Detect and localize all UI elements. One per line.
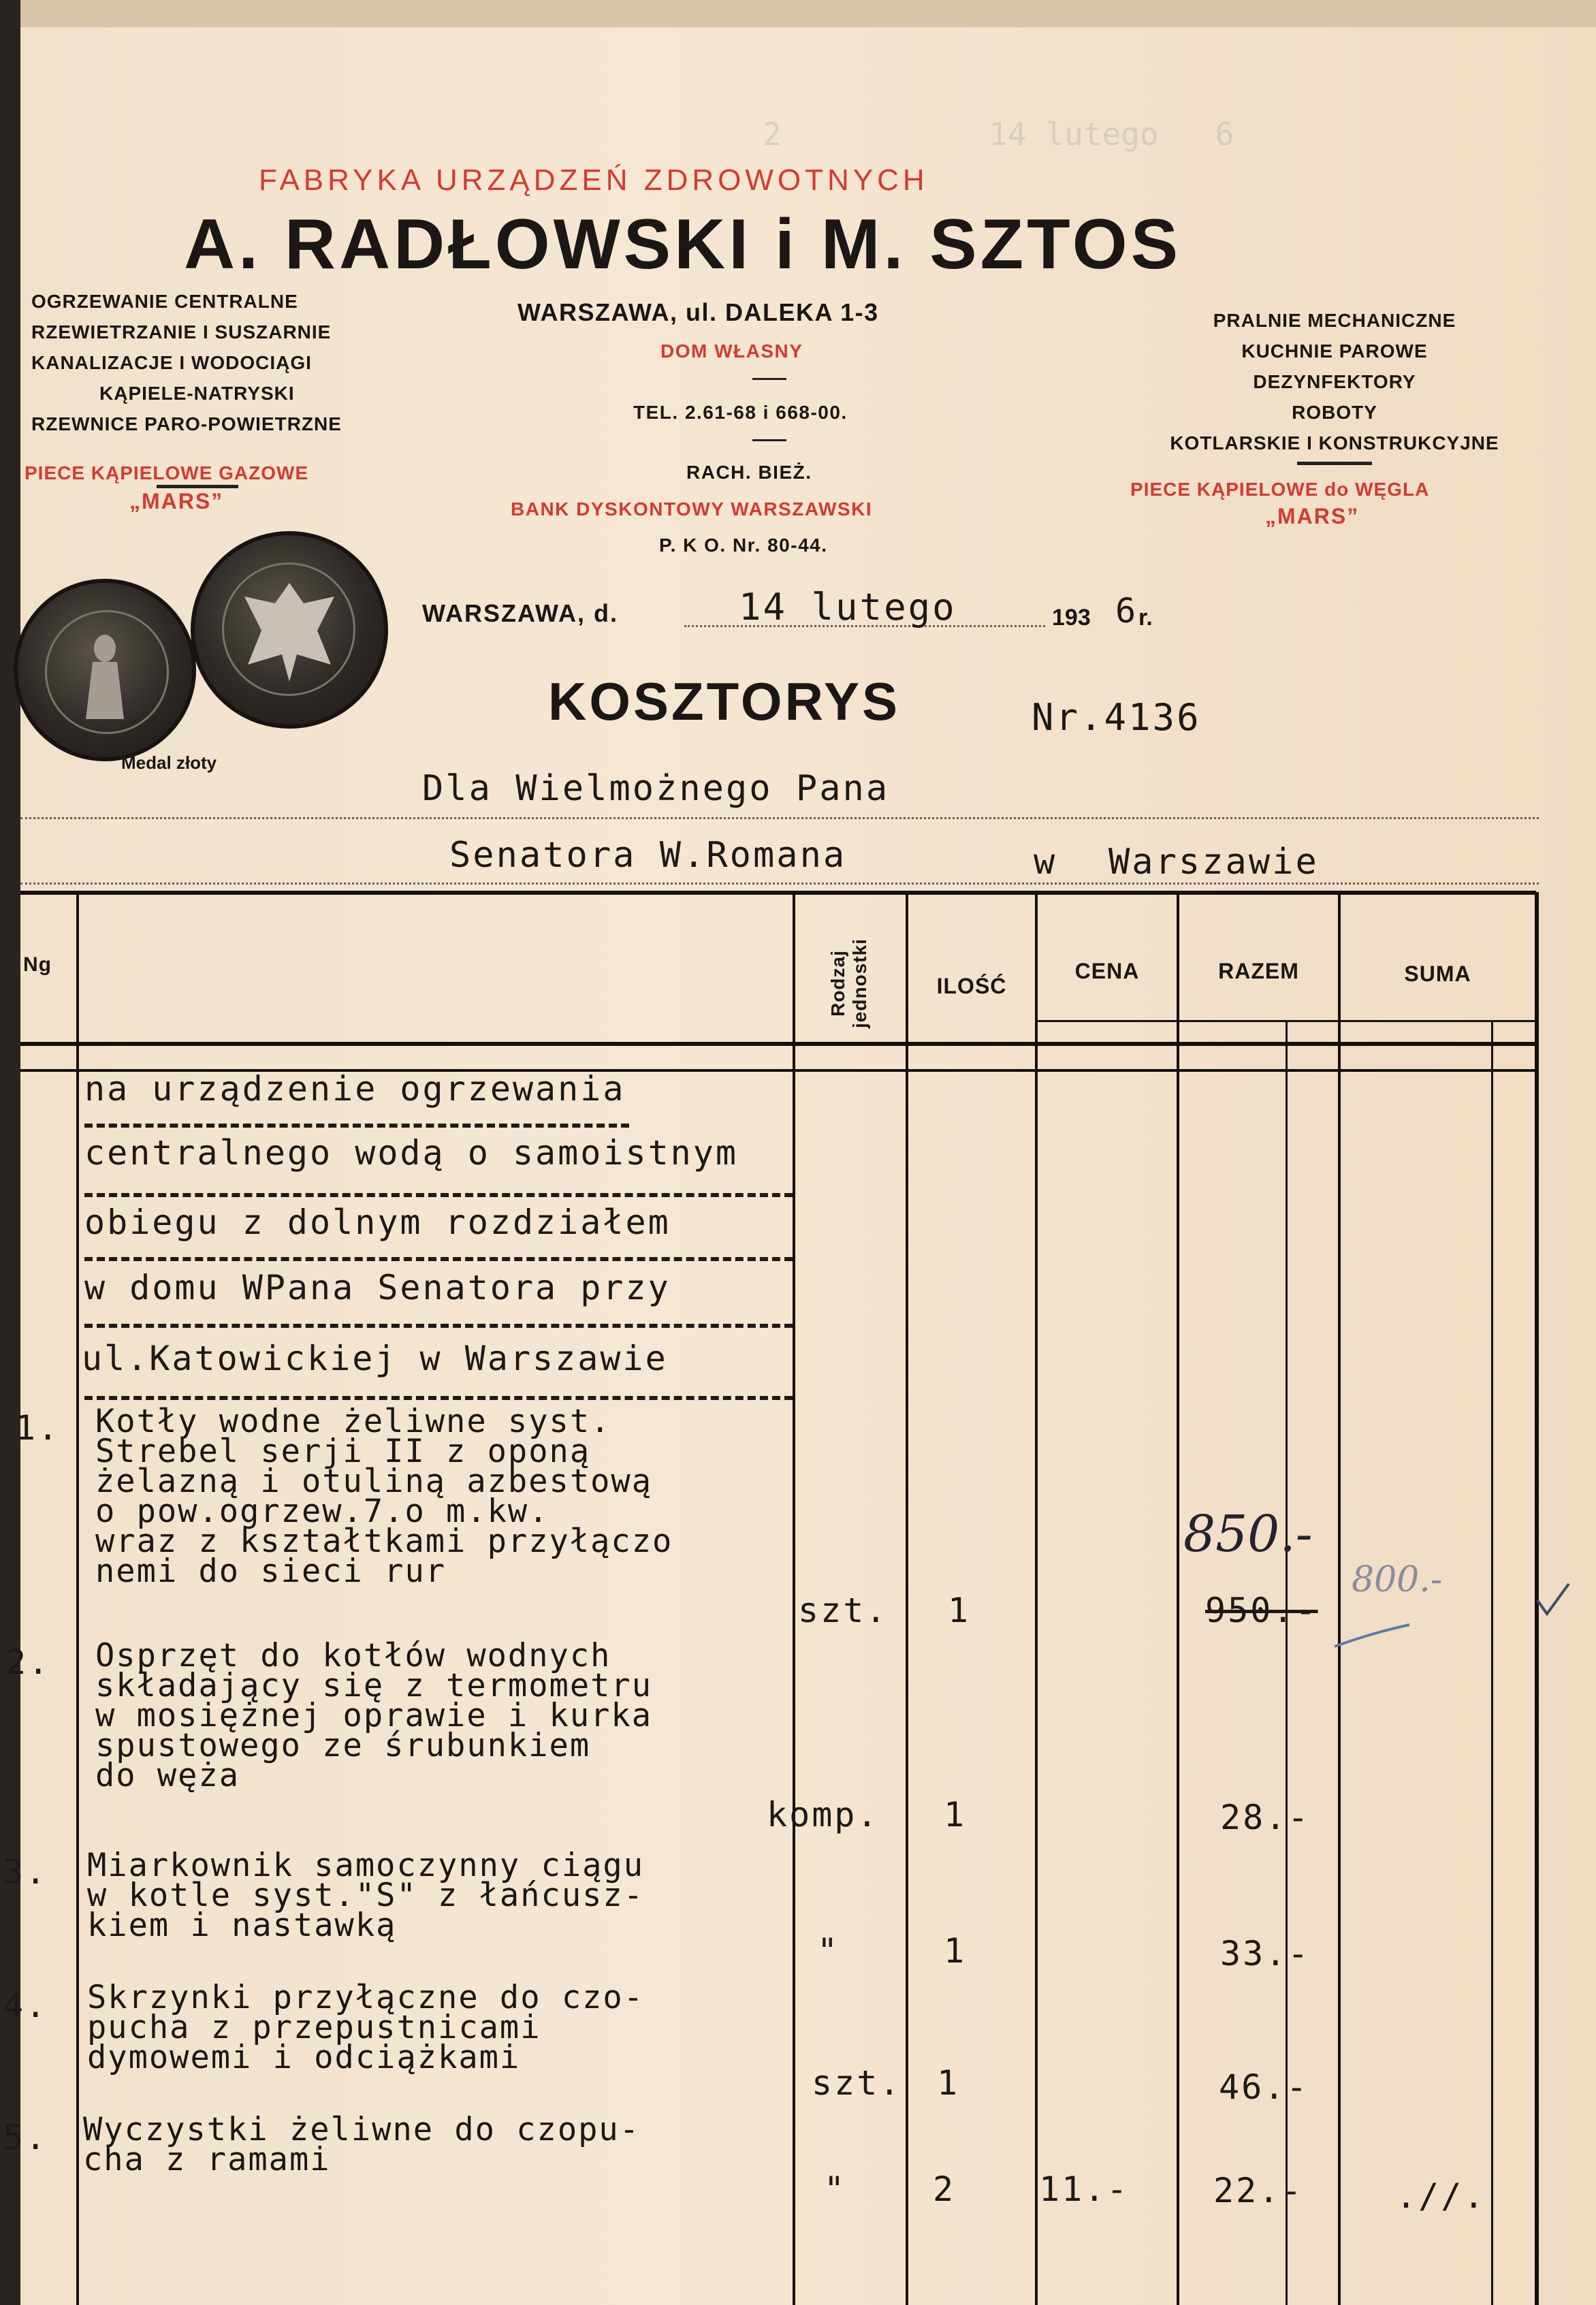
right-service: ROBOTY [1292,402,1377,423]
intro-line: na urządzenie ogrzewania [84,1069,626,1109]
recipient-line-2: Senatora W.Romana [449,835,847,876]
col-divider [76,892,79,2305]
item-description: Skrzynki przyłączne do czo- pucha z przepustnicami dymowemi i odciążkami [87,1979,645,2076]
col-divider [1035,892,1038,2305]
handwritten-correction: 850.- [1183,1505,1313,1563]
item-total-struck: 950.- [1205,1591,1318,1630]
item-number: 1. [15,1408,61,1448]
left-service: OGRZEWANIE CENTRALNE [31,291,298,312]
dash-underline [84,1396,793,1400]
document-number: Nr.4136 [1032,696,1201,739]
header-unit: Rodzaj jednostki [827,938,870,1028]
city-label: WARSZAWA, d. [422,599,618,627]
book-spine-edge [0,0,20,2305]
document-title: KOSZTORYS [548,671,901,731]
item-number: 3. [3,1852,48,1892]
right-service: PRALNIE MECHANICZNE [1213,310,1456,331]
right-service: KOTLARSKIE I KONSTRUKCYJNE [1170,432,1499,454]
item-number: 5. [3,2118,48,2157]
item-sum: .//. [1396,2176,1486,2216]
item-price: 11.- [1039,2169,1130,2209]
pko-number: P. K O. Nr. 80-44. [659,535,828,556]
right-red-mars: „MARS” [1265,504,1360,528]
left-service: KANALIZACJE I WODOCIĄGI [31,352,312,373]
recipient-city: Warszawie [1108,842,1319,883]
pencil-note: 800.- [1352,1559,1443,1600]
item-total: 33.- [1220,1934,1311,1973]
left-service: KĄPIELE-NATRYSKI [99,383,295,404]
divider [752,439,786,441]
left-red-mars: „MARS” [129,489,224,513]
intro-line: ul.Katowickiej w Warszawie [82,1339,668,1378]
dash-underline [84,1324,793,1328]
bank-name: BANK DYSKONTOWY WARSZAWSKI [511,498,873,520]
item-description: Osprzęt do kotłów wodnych składający się z termometru w mosiężnej oprawie i kurka spustowego ze śrubunkiem do węża [95,1637,653,1794]
figure-icon [18,583,192,757]
bank-account-label: RACH. BIEŻ. [686,462,812,483]
medal-caption: Medal złoty [121,752,217,773]
recipient-dotted-line [20,817,1539,819]
checkmark-icon [1532,1580,1573,1621]
item-quantity: 1 [944,1795,967,1834]
col-divider [1491,1021,1493,2305]
item-unit: komp. [767,1795,880,1834]
header-total: RAZEM [1218,959,1299,983]
bleed-through: 2 14 lutego 6 [763,116,1234,153]
item-quantity: 2 [933,2169,956,2209]
dash-underline [84,1257,793,1261]
year-prefix: 193 [1052,605,1091,631]
col-divider [1338,892,1341,2305]
item-unit: szt. [798,1591,889,1630]
header-price: CENA [1074,959,1140,983]
divider [752,378,786,380]
item-description: Miarkownik samoczynny ciągu w kotle syst."S" z łańcusz- kiem i nastawką [87,1847,645,1944]
item-total: 46.- [1219,2067,1309,2107]
item-quantity: 1 [937,2063,960,2103]
left-services-list [31,286,342,439]
right-service: KUCHNIE PAROWE [1241,340,1428,362]
item-quantity: 1 [944,1931,967,1971]
header-number: Ng [23,953,52,976]
item-description: Kotły wodne żeliwne syst. Strebel serji II z oponą żelazną i otuliną azbestową o pow.ogrzew.7.o m.kw. wraz z kształtkami przyłączo nemi do sieci rur [95,1403,673,1590]
item-unit: szt. [812,2063,902,2103]
eagle-icon [195,535,384,725]
left-red-heater: PIECE KĄPIELOWE GAZOWE [25,462,309,483]
col-divider [793,892,795,2305]
intro-line: w domu WPana Senatora przy [84,1268,671,1307]
intro-line: centralnego wodą o samoistnym [84,1133,738,1173]
left-service: RZEWIETRZANIE I SUSZARNIE [31,321,332,343]
item-quantity: 1 [948,1591,971,1630]
gold-medal-left [14,579,196,761]
pencil-stroke [1331,1619,1413,1653]
gold-medal-right [191,531,388,729]
col-divider [1177,892,1179,2305]
recipient-line-1: Dla Wielmożnego Pana [422,768,890,809]
right-service: DEZYNFEKTORY [1253,371,1416,392]
table-top-border [20,891,1536,895]
right-services-list [1103,305,1566,458]
header-sum: SUMA [1404,961,1471,986]
table-header-border [20,1042,1536,1046]
col-divider [1286,1021,1288,2305]
item-unit: " [817,1931,840,1971]
dash-underline [84,1193,793,1197]
year-suffix: r. [1138,605,1153,631]
divider [1297,462,1372,465]
left-service: RZEWNICE PARO-POWIETRZNE [31,413,342,434]
item-unit: " [824,2169,847,2209]
recipient-in: w [1034,842,1057,883]
item-number: 2. [5,1642,51,1682]
intro-line: obiegu z dolnym rozdziałem [84,1203,671,1242]
col-divider [906,892,908,2305]
header-quantity: ILOŚĆ [936,974,1007,998]
company-address: WARSZAWA, ul. DALEKA 1-3 [517,298,879,326]
dom-wlasny: DOM WŁASNY [660,340,803,362]
item-number: 4. [3,1986,48,2025]
year-digit: 6 [1115,591,1138,631]
item-total: 28.- [1220,1798,1311,1837]
company-name: A. RADŁOWSKI i M. SZTOS [184,205,1182,284]
factory-title: FABRYKA URZĄDZEŃ ZDROWOTNYCH [259,163,929,197]
telephone: TEL. 2.61-68 i 668-00. [633,402,848,423]
document-date: 14 lutego [739,586,957,629]
divider [157,485,238,488]
right-red-heater: PIECE KĄPIELOWE do WĘGLA [1130,479,1430,500]
recipient-dotted-line [20,883,1539,885]
item-total: 22.- [1213,2171,1304,2210]
item-description: Wyczystki żeliwne do czopu- cha z ramami [83,2111,641,2178]
dash-underline [84,1124,629,1128]
